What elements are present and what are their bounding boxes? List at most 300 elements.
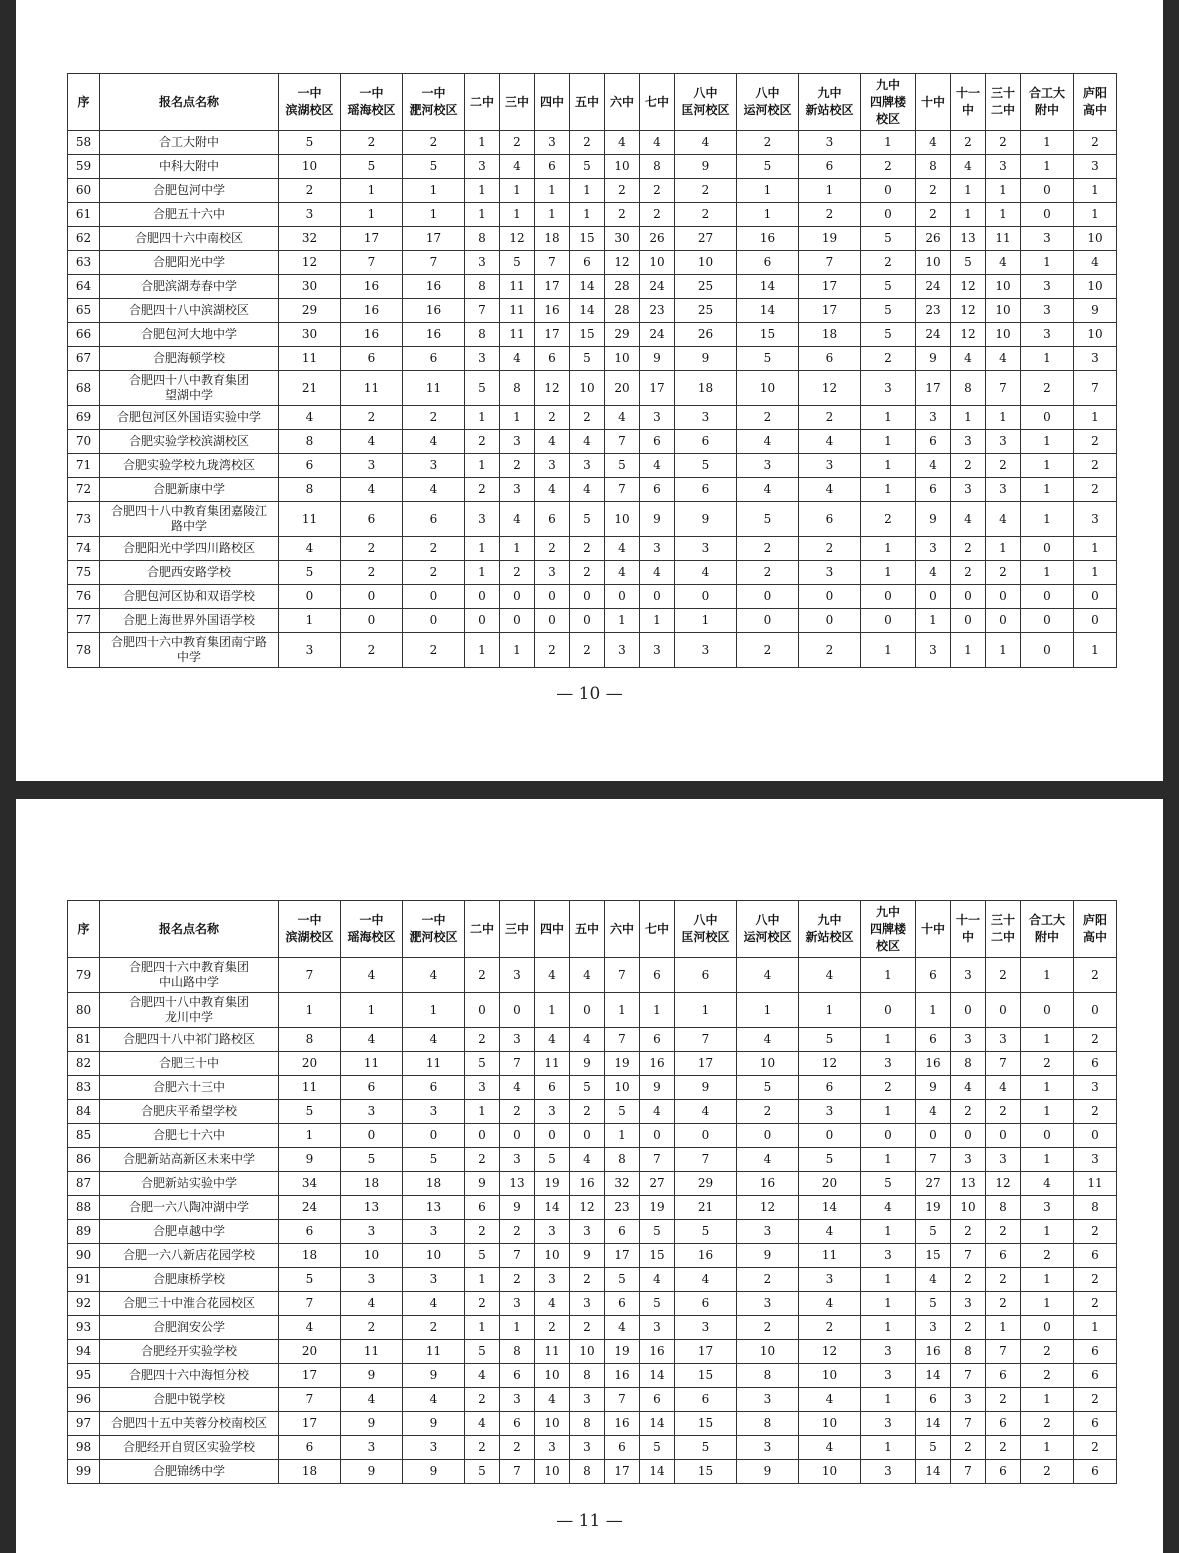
quota-cell: 9 bbox=[675, 502, 737, 537]
table-row bbox=[68, 1412, 1117, 1436]
school-name-line: 合肥四十八中教育集团嘉陵江 bbox=[110, 504, 267, 518]
quota-cell: 3 bbox=[861, 1460, 916, 1484]
quota-cell: 17 bbox=[535, 275, 570, 299]
quota-cell: 3 bbox=[535, 1100, 570, 1124]
quota-cell: 1 bbox=[535, 179, 570, 203]
quota-cell: 10 bbox=[1074, 275, 1117, 299]
quota-cell: 5 bbox=[737, 502, 799, 537]
quota-cell: 2 bbox=[986, 1220, 1021, 1244]
quota-cell: 0 bbox=[500, 609, 535, 633]
quota-cell: 0 bbox=[675, 1124, 737, 1148]
quota-cell: 1 bbox=[861, 1220, 916, 1244]
column-header-text: 二中 bbox=[469, 921, 494, 936]
quota-cell: 3 bbox=[341, 454, 403, 478]
quota-cell: 1 bbox=[1021, 1028, 1074, 1052]
row-number: 71 bbox=[68, 454, 100, 478]
quota-cell: 8 bbox=[916, 155, 951, 179]
quota-cell: 2 bbox=[403, 1316, 465, 1340]
column-header-text: 九中 bbox=[875, 904, 900, 919]
quota-cell: 0 bbox=[951, 609, 986, 633]
school-name-line: 合肥包河大地中学 bbox=[140, 327, 237, 341]
quota-cell: 30 bbox=[605, 227, 640, 251]
column-header bbox=[570, 901, 605, 958]
quota-cell: 3 bbox=[465, 251, 500, 275]
school-name-line: 合肥四十六中海恒分校 bbox=[128, 1368, 249, 1382]
quota-cell: 2 bbox=[465, 1388, 500, 1412]
school-name bbox=[100, 131, 279, 155]
table-row bbox=[68, 430, 1117, 454]
quota-cell: 0 bbox=[986, 609, 1021, 633]
quota-cell: 24 bbox=[279, 1196, 341, 1220]
school-name bbox=[100, 299, 279, 323]
quota-cell: 4 bbox=[737, 1028, 799, 1052]
quota-cell: 2 bbox=[1021, 1460, 1074, 1484]
quota-cell: 8 bbox=[1074, 1196, 1117, 1220]
quota-cell: 0 bbox=[951, 1124, 986, 1148]
column-header-text: 五中 bbox=[574, 94, 599, 109]
school-name-line: 合肥四十八中教育集团 bbox=[128, 995, 249, 1009]
quota-cell: 1 bbox=[799, 993, 861, 1028]
column-header-text: 瑶海校区 bbox=[347, 930, 396, 944]
quota-cell: 6 bbox=[916, 478, 951, 502]
quota-cell: 4 bbox=[799, 1220, 861, 1244]
quota-cell: 6 bbox=[1074, 1412, 1117, 1436]
quota-cell: 5 bbox=[279, 561, 341, 585]
quota-cell: 4 bbox=[570, 958, 605, 993]
column-header bbox=[68, 901, 100, 958]
quota-cell: 3 bbox=[1021, 275, 1074, 299]
row-number: 73 bbox=[68, 502, 100, 537]
table-row bbox=[68, 131, 1117, 155]
table-row bbox=[68, 275, 1117, 299]
quota-cell: 0 bbox=[986, 993, 1021, 1028]
quota-cell: 1 bbox=[861, 1100, 916, 1124]
school-name-line: 合肥海顿学校 bbox=[152, 351, 225, 365]
school-name-line: 合肥经开实验学校 bbox=[140, 1344, 237, 1358]
quota-cell: 4 bbox=[605, 537, 640, 561]
quota-cell: 9 bbox=[403, 1412, 465, 1436]
school-name-line: 合肥四十六中南校区 bbox=[134, 231, 243, 245]
row-number: 89 bbox=[68, 1220, 100, 1244]
quota-cell: 14 bbox=[640, 1460, 675, 1484]
school-name-line: 合肥中锐学校 bbox=[152, 1392, 225, 1406]
quota-cell: 2 bbox=[605, 179, 640, 203]
quota-cell: 2 bbox=[1074, 478, 1117, 502]
quota-cell: 10 bbox=[570, 371, 605, 406]
row-number: 70 bbox=[68, 430, 100, 454]
quota-cell: 8 bbox=[465, 275, 500, 299]
quota-cell: 4 bbox=[675, 131, 737, 155]
quota-cell: 0 bbox=[570, 1124, 605, 1148]
quota-cell: 0 bbox=[675, 585, 737, 609]
quota-cell: 6 bbox=[986, 1364, 1021, 1388]
quota-cell: 1 bbox=[861, 633, 916, 668]
quota-cell: 5 bbox=[570, 155, 605, 179]
column-header-text: 一中 bbox=[359, 913, 384, 927]
quota-cell: 1 bbox=[916, 609, 951, 633]
quota-cell: 1 bbox=[861, 454, 916, 478]
quota-cell: 3 bbox=[403, 454, 465, 478]
quota-cell: 2 bbox=[675, 203, 737, 227]
table-row bbox=[68, 1172, 1117, 1196]
school-name-line: 合肥五十六中 bbox=[152, 207, 225, 221]
quota-cell: 9 bbox=[640, 502, 675, 537]
quota-cell: 18 bbox=[279, 1460, 341, 1484]
table-row bbox=[68, 1388, 1117, 1412]
quota-cell: 3 bbox=[799, 1268, 861, 1292]
table-row bbox=[68, 155, 1117, 179]
quota-cell: 17 bbox=[640, 371, 675, 406]
quota-cell: 7 bbox=[1074, 371, 1117, 406]
quota-cell: 3 bbox=[403, 1436, 465, 1460]
quota-cell: 2 bbox=[737, 406, 799, 430]
table-row bbox=[68, 585, 1117, 609]
quota-cell: 10 bbox=[341, 1244, 403, 1268]
quota-cell: 1 bbox=[861, 1028, 916, 1052]
quota-cell: 4 bbox=[951, 347, 986, 371]
quota-cell: 5 bbox=[861, 323, 916, 347]
quota-cell: 4 bbox=[341, 478, 403, 502]
quota-cell: 4 bbox=[465, 1364, 500, 1388]
quota-cell: 15 bbox=[675, 1412, 737, 1436]
quota-cell: 5 bbox=[799, 1028, 861, 1052]
quota-cell: 1 bbox=[465, 537, 500, 561]
quota-cell: 1 bbox=[861, 478, 916, 502]
quota-cell: 0 bbox=[1074, 585, 1117, 609]
column-header bbox=[403, 901, 465, 958]
quota-cell: 16 bbox=[737, 227, 799, 251]
quota-cell: 10 bbox=[605, 1076, 640, 1100]
table-row bbox=[68, 227, 1117, 251]
quota-cell: 0 bbox=[535, 585, 570, 609]
column-header bbox=[403, 74, 465, 131]
column-header bbox=[500, 901, 535, 958]
school-name bbox=[100, 633, 279, 668]
quota-cell: 4 bbox=[675, 1100, 737, 1124]
quota-cell: 10 bbox=[403, 1244, 465, 1268]
quota-cell: 5 bbox=[640, 1436, 675, 1460]
quota-cell: 1 bbox=[861, 131, 916, 155]
quota-cell: 10 bbox=[737, 1340, 799, 1364]
table-row bbox=[68, 406, 1117, 430]
column-header-text: 淝河校区 bbox=[409, 930, 458, 944]
quota-cell: 4 bbox=[605, 131, 640, 155]
column-header-text: 庐阳 bbox=[1082, 86, 1107, 100]
quota-cell: 9 bbox=[279, 1148, 341, 1172]
school-name bbox=[100, 203, 279, 227]
quota-cell: 2 bbox=[1074, 1100, 1117, 1124]
quota-cell: 2 bbox=[951, 561, 986, 585]
column-header-text: 报名点名称 bbox=[158, 921, 219, 936]
quota-cell: 1 bbox=[986, 203, 1021, 227]
quota-cell: 1 bbox=[640, 993, 675, 1028]
quota-cell: 3 bbox=[1021, 1196, 1074, 1220]
school-name bbox=[100, 1052, 279, 1076]
quota-cell: 5 bbox=[279, 1100, 341, 1124]
school-name bbox=[100, 454, 279, 478]
quota-cell: 4 bbox=[535, 1388, 570, 1412]
quota-cell: 12 bbox=[737, 1196, 799, 1220]
column-header-text: 附中 bbox=[1034, 930, 1059, 944]
school-name-line: 合肥四十六中教育集团南宁路 bbox=[110, 635, 267, 649]
quota-cell: 6 bbox=[916, 958, 951, 993]
school-name-line: 合肥康桥学校 bbox=[152, 1272, 225, 1286]
column-header-text: 八中 bbox=[755, 913, 780, 927]
quota-cell: 13 bbox=[341, 1196, 403, 1220]
quota-cell: 1 bbox=[1074, 203, 1117, 227]
column-header-text: 九中 bbox=[817, 86, 842, 100]
quota-cell: 9 bbox=[403, 1460, 465, 1484]
quota-cell: 16 bbox=[640, 1052, 675, 1076]
quota-cell: 2 bbox=[403, 131, 465, 155]
school-name-line: 路中学 bbox=[170, 519, 207, 533]
quota-cell: 4 bbox=[279, 1316, 341, 1340]
quota-cell: 7 bbox=[279, 1388, 341, 1412]
quota-cell: 5 bbox=[500, 251, 535, 275]
quota-cell: 7 bbox=[916, 1148, 951, 1172]
quota-cell: 16 bbox=[535, 299, 570, 323]
quota-cell: 5 bbox=[605, 1100, 640, 1124]
school-name-line: 龙川中学 bbox=[164, 1010, 213, 1024]
quota-cell: 1 bbox=[1074, 406, 1117, 430]
column-header-text: 七中 bbox=[644, 94, 669, 109]
quota-cell: 1 bbox=[861, 1436, 916, 1460]
quota-cell: 3 bbox=[341, 1220, 403, 1244]
quota-cell: 4 bbox=[465, 1412, 500, 1436]
row-number: 76 bbox=[68, 585, 100, 609]
table-row bbox=[68, 1028, 1117, 1052]
quota-cell: 1 bbox=[861, 1268, 916, 1292]
column-header bbox=[68, 74, 100, 131]
quota-cell: 9 bbox=[675, 155, 737, 179]
school-name bbox=[100, 347, 279, 371]
quota-cell: 11 bbox=[535, 1052, 570, 1076]
quota-cell: 6 bbox=[535, 347, 570, 371]
quota-cell: 4 bbox=[341, 958, 403, 993]
quota-cell: 0 bbox=[1021, 585, 1074, 609]
quota-cell: 3 bbox=[341, 1436, 403, 1460]
quota-cell: 1 bbox=[737, 179, 799, 203]
quota-cell: 18 bbox=[341, 1172, 403, 1196]
table-body bbox=[68, 131, 1117, 668]
quota-cell: 1 bbox=[1021, 454, 1074, 478]
quota-cell: 9 bbox=[916, 502, 951, 537]
quota-cell: 11 bbox=[279, 347, 341, 371]
quota-cell: 6 bbox=[279, 1436, 341, 1460]
quota-cell: 0 bbox=[403, 1124, 465, 1148]
quota-cell: 1 bbox=[1021, 1268, 1074, 1292]
quota-cell: 1 bbox=[570, 179, 605, 203]
column-header bbox=[916, 74, 951, 131]
quota-cell: 2 bbox=[1074, 430, 1117, 454]
column-header-text: 高中 bbox=[1082, 930, 1107, 944]
quota-cell: 11 bbox=[403, 371, 465, 406]
quota-cell: 27 bbox=[675, 227, 737, 251]
quota-cell: 0 bbox=[535, 1124, 570, 1148]
quota-cell: 1 bbox=[737, 993, 799, 1028]
quota-cell: 2 bbox=[341, 1316, 403, 1340]
school-name-line: 合肥包河区协和双语学校 bbox=[122, 589, 255, 603]
table-row bbox=[68, 1316, 1117, 1340]
quota-cell: 1 bbox=[1021, 478, 1074, 502]
page-number: — 10 — bbox=[556, 684, 623, 704]
quota-cell: 2 bbox=[1074, 454, 1117, 478]
quota-cell: 3 bbox=[535, 131, 570, 155]
quota-cell: 7 bbox=[986, 1052, 1021, 1076]
quota-cell: 2 bbox=[951, 131, 986, 155]
quota-cell: 11 bbox=[341, 1052, 403, 1076]
quota-cell: 0 bbox=[465, 993, 500, 1028]
quota-cell: 0 bbox=[500, 585, 535, 609]
quota-cell: 18 bbox=[279, 1244, 341, 1268]
quota-cell: 3 bbox=[465, 155, 500, 179]
quota-cell: 14 bbox=[640, 1412, 675, 1436]
quota-cell: 1 bbox=[465, 1100, 500, 1124]
school-name bbox=[100, 179, 279, 203]
quota-cell: 2 bbox=[1074, 1028, 1117, 1052]
quota-cell: 10 bbox=[799, 1460, 861, 1484]
quota-cell: 2 bbox=[737, 131, 799, 155]
quota-cell: 2 bbox=[951, 537, 986, 561]
school-name-line: 合肥新康中学 bbox=[152, 482, 225, 496]
quota-cell: 10 bbox=[916, 251, 951, 275]
school-name bbox=[100, 1388, 279, 1412]
quota-cell: 16 bbox=[737, 1172, 799, 1196]
quota-cell: 10 bbox=[605, 155, 640, 179]
quota-cell: 3 bbox=[861, 1364, 916, 1388]
quota-cell: 10 bbox=[640, 251, 675, 275]
column-header-text: 六中 bbox=[609, 94, 634, 109]
quota-cell: 2 bbox=[500, 454, 535, 478]
quota-cell: 6 bbox=[605, 1436, 640, 1460]
quota-cell: 7 bbox=[500, 1052, 535, 1076]
school-name-line: 合肥四十八中教育集团 bbox=[128, 373, 249, 387]
quota-cell: 16 bbox=[675, 1244, 737, 1268]
quota-cell: 2 bbox=[986, 1388, 1021, 1412]
quota-cell: 3 bbox=[799, 561, 861, 585]
quota-cell: 2 bbox=[737, 537, 799, 561]
quota-cell: 3 bbox=[916, 406, 951, 430]
quota-cell: 1 bbox=[986, 537, 1021, 561]
column-header bbox=[640, 74, 675, 131]
quota-cell: 14 bbox=[916, 1412, 951, 1436]
quota-cell: 4 bbox=[916, 1268, 951, 1292]
school-name bbox=[100, 958, 279, 993]
quota-cell: 8 bbox=[279, 478, 341, 502]
quota-cell: 6 bbox=[675, 478, 737, 502]
quota-cell: 4 bbox=[279, 406, 341, 430]
quota-cell: 2 bbox=[500, 1436, 535, 1460]
quota-cell: 4 bbox=[799, 1292, 861, 1316]
quota-cell: 0 bbox=[861, 179, 916, 203]
quota-cell: 1 bbox=[465, 454, 500, 478]
quota-cell: 1 bbox=[403, 203, 465, 227]
row-number: 67 bbox=[68, 347, 100, 371]
quota-cell: 14 bbox=[916, 1364, 951, 1388]
quota-cell: 6 bbox=[279, 1220, 341, 1244]
quota-cell: 7 bbox=[279, 958, 341, 993]
column-header-text: 中 bbox=[961, 930, 974, 944]
column-header-text: 新站校区 bbox=[805, 930, 854, 944]
row-number: 63 bbox=[68, 251, 100, 275]
quota-cell: 5 bbox=[570, 347, 605, 371]
quota-cell: 0 bbox=[1074, 609, 1117, 633]
quota-cell: 5 bbox=[861, 275, 916, 299]
quota-cell: 4 bbox=[535, 1028, 570, 1052]
row-number: 59 bbox=[68, 155, 100, 179]
quota-cell: 7 bbox=[986, 1340, 1021, 1364]
school-name-line: 中学 bbox=[176, 650, 201, 664]
row-number: 69 bbox=[68, 406, 100, 430]
quota-cell: 4 bbox=[916, 561, 951, 585]
quota-cell: 3 bbox=[675, 633, 737, 668]
school-name bbox=[100, 430, 279, 454]
quota-cell: 1 bbox=[1021, 1436, 1074, 1460]
quota-cell: 12 bbox=[799, 371, 861, 406]
quota-cell: 3 bbox=[861, 1052, 916, 1076]
school-name-line: 合肥上海世界外国语学校 bbox=[122, 613, 255, 627]
quota-cell: 15 bbox=[916, 1244, 951, 1268]
quota-cell: 3 bbox=[1021, 323, 1074, 347]
quota-cell: 2 bbox=[465, 1028, 500, 1052]
quota-cell: 4 bbox=[737, 430, 799, 454]
quota-cell: 4 bbox=[916, 454, 951, 478]
quota-cell: 10 bbox=[605, 347, 640, 371]
quota-cell: 2 bbox=[500, 1100, 535, 1124]
quota-cell: 1 bbox=[861, 561, 916, 585]
quota-cell: 8 bbox=[951, 371, 986, 406]
column-header bbox=[535, 74, 570, 131]
column-header-text: 匡河校区 bbox=[681, 103, 730, 117]
quota-cell: 7 bbox=[279, 1292, 341, 1316]
column-header-text: 合工大 bbox=[1028, 913, 1065, 927]
quota-cell: 0 bbox=[570, 993, 605, 1028]
quota-cell: 0 bbox=[570, 609, 605, 633]
quota-cell: 23 bbox=[640, 299, 675, 323]
quota-cell: 15 bbox=[675, 1364, 737, 1388]
quota-cell: 16 bbox=[570, 1172, 605, 1196]
quota-cell: 7 bbox=[605, 430, 640, 454]
quota-cell: 0 bbox=[1021, 1124, 1074, 1148]
column-header bbox=[951, 901, 986, 958]
column-header bbox=[986, 74, 1021, 131]
quota-cell: 12 bbox=[951, 323, 986, 347]
quota-cell: 0 bbox=[986, 1124, 1021, 1148]
quota-cell: 2 bbox=[465, 478, 500, 502]
table-row bbox=[68, 1340, 1117, 1364]
quota-cell: 21 bbox=[279, 371, 341, 406]
column-header-text: 附中 bbox=[1034, 103, 1059, 117]
column-header bbox=[100, 901, 279, 958]
quota-cell: 29 bbox=[605, 323, 640, 347]
quota-cell: 3 bbox=[465, 1076, 500, 1100]
quota-cell: 1 bbox=[986, 633, 1021, 668]
quota-cell: 2 bbox=[799, 203, 861, 227]
table-row bbox=[68, 502, 1117, 537]
quota-cell: 3 bbox=[500, 478, 535, 502]
quota-cell: 7 bbox=[986, 371, 1021, 406]
quota-cell: 2 bbox=[1074, 1292, 1117, 1316]
quota-cell: 10 bbox=[279, 155, 341, 179]
quota-cell: 8 bbox=[951, 1052, 986, 1076]
column-header-text: 八中 bbox=[693, 86, 718, 100]
quota-cell: 2 bbox=[1021, 1340, 1074, 1364]
quota-cell: 19 bbox=[605, 1052, 640, 1076]
quota-cell: 19 bbox=[535, 1172, 570, 1196]
quota-cell: 28 bbox=[605, 299, 640, 323]
table-row bbox=[68, 1196, 1117, 1220]
quota-cell: 26 bbox=[916, 227, 951, 251]
